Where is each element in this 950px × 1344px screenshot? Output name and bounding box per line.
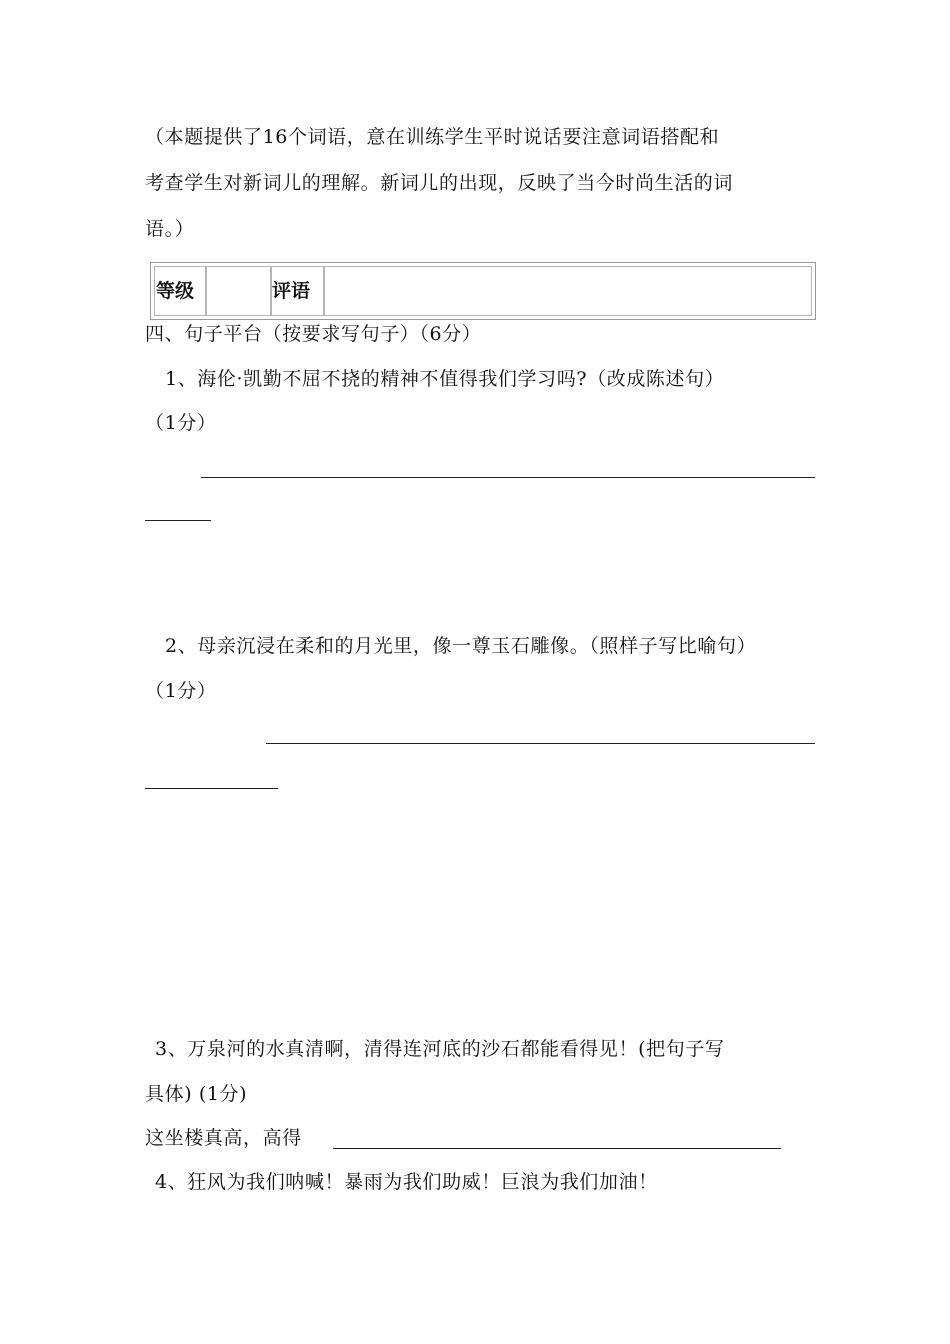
q2-answer-line-2[interactable] <box>145 788 278 789</box>
grade-label: 等级 <box>156 280 195 302</box>
q3-answer-line[interactable] <box>333 1148 781 1149</box>
q2-points: （1分） <box>145 680 217 702</box>
comment-value-cell[interactable] <box>324 266 812 316</box>
intro-line-1: （本题提供了16个词语，意在训练学生平时说话要注意词语搭配和 <box>145 126 720 148</box>
q1-answer-line-2[interactable] <box>145 520 211 521</box>
q1-answer-line-1[interactable] <box>201 477 815 478</box>
q3-points: 具体) (1分) <box>145 1083 248 1105</box>
q1-text: 1、海伦·凯勤不屈不挠的精神不值得我们学习吗?（改成陈述句） <box>165 368 725 390</box>
intro-line-3: 语。） <box>145 218 195 240</box>
q4-text: 4、狂风为我们呐喊！暴雨为我们助威！巨浪为我们加油！ <box>155 1171 658 1193</box>
q3-prompt: 这坐楼真高，高得 <box>145 1127 302 1149</box>
grade-value-cell[interactable] <box>206 266 271 316</box>
q2-answer-line-1[interactable] <box>266 743 815 744</box>
comment-label: 评语 <box>272 280 311 302</box>
q2-text: 2、母亲沉浸在柔和的月光里，像一尊玉石雕像。（照样子写比喻句） <box>165 635 757 657</box>
section-4-heading: 四、句子平台（按要求写句子）（6分） <box>145 323 482 345</box>
q3-text: 3、万泉河的水真清啊，清得连河底的沙石都能看得见！(把句子写 <box>155 1038 725 1060</box>
intro-line-2: 考查学生对新词儿的理解。新词儿的出现，反映了当今时尚生活的词 <box>145 172 734 194</box>
q1-points: （1分） <box>145 412 217 434</box>
grade-table <box>150 262 816 320</box>
